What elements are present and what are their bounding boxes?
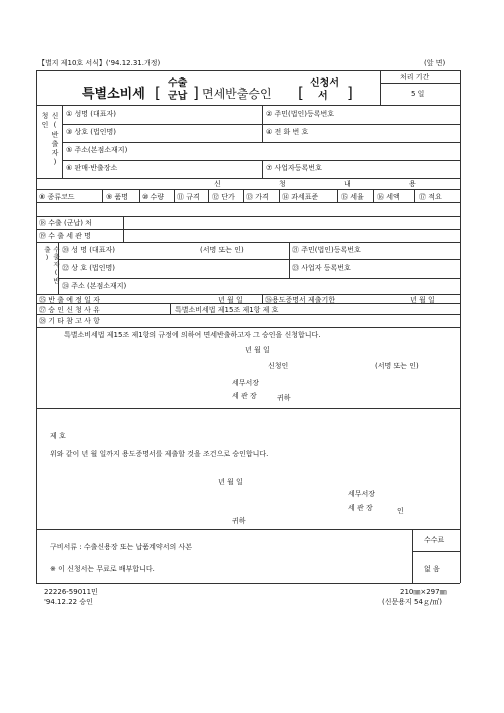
col-tax-amount: ⑯ 세액 [377, 193, 400, 201]
processing-period-value: 5 일 [411, 90, 425, 98]
exporter-biz-no-label: ㉓ 사업자 등록번호 [292, 264, 351, 272]
col-tax-base: ⑭ 과세표준 [282, 193, 319, 201]
exporter-address-label: ㉔ 주소 (본점소재지) [62, 282, 127, 290]
applicant-address-label: ⑤ 주소(본점소재지) [66, 146, 128, 154]
applicant-sign-label: 신청인 [268, 362, 289, 370]
applicant-biz-no-label: ⑦ 사업자등록번호 [266, 164, 322, 172]
reason-value: 특별소비세법 제15조 제1항 제 호 [175, 306, 279, 314]
statement-text: 특별소비세법 제15조 제1항의 규정에 의하여 면세반출하고자 그 승인을 신청합니다. [64, 331, 321, 339]
processing-period-label: 처리 기간 [400, 73, 430, 81]
statement-customs: 세 관 장 [232, 392, 257, 400]
exporter-resident-no-label: ㉑ 주민(법인)등록번호 [292, 246, 361, 254]
col-remarks: ⑰ 적요 [419, 193, 442, 201]
col-price: ⑬ 가격 [246, 193, 269, 201]
approval-tax-office: 세무서장 [348, 490, 376, 498]
approval-date: 년 월 일 [218, 478, 243, 486]
form-code: 22226-59011민 [44, 588, 98, 596]
deadline-value: 년 월 일 [410, 296, 435, 304]
statement-honorific: 귀하 [277, 394, 291, 402]
approval-stamp-date: '94.12.22 승인 [44, 598, 93, 606]
release-date-label: ㉕ 반 출 예 정 일 자 [39, 296, 100, 304]
applicant-company-label: ③ 상호 (법인명) [66, 128, 116, 136]
statement-tax-office: 세무서장 [232, 379, 260, 387]
approval-honorific: 귀하 [232, 517, 246, 525]
exporter-side-label: 수출자(반출) [43, 246, 60, 285]
applicant-side-label: 신(반출자)청인 [41, 112, 59, 168]
col-type-code: ⑧ 종류코드 [39, 193, 75, 201]
approval-text: 위와 같이 년 월 일까지 용도증명서를 제출할 것을 조건으로 승인합니다. [50, 450, 269, 458]
col-quantity: ⑩ 수량 [142, 193, 165, 201]
form-number: 【별지 제10호 서식】('94.12.31.개정) [38, 59, 161, 67]
export-place-label: ⑱ 수출 (군납) 처 [39, 219, 92, 227]
applicant-place-label: ⑥ 판매·반출장소 [66, 164, 118, 172]
fee-label: 수수료 [424, 536, 445, 544]
export-customs-label: ⑲ 수 출 세 관 명 [39, 232, 91, 240]
exporter-company-label: ㉒ 상 호 (법인명) [62, 264, 115, 272]
release-date-value: 년 월 일 [218, 296, 243, 304]
approval-customs: 세 관 장 [348, 504, 373, 512]
other-notes-label: ㉘ 기 타 참 고 사 항 [39, 317, 100, 325]
content-section-title: 신 청 내 용 [214, 180, 444, 188]
exporter-sign-label: (서명 또는 인) [200, 246, 244, 254]
col-item-name: ⑨ 품명 [106, 193, 129, 201]
col-unit-price: ⑫ 단가 [212, 193, 235, 201]
paper-size: 210㎜×297㎜ [400, 588, 447, 596]
exporter-name-label: ⑳ 성 명 (대표자) [62, 246, 115, 254]
applicant-phone-label: ④ 전 화 번 호 [266, 128, 309, 136]
applicant-resident-no-label: ② 주민(법인)등록번호 [266, 110, 335, 118]
approval-seal: 인 [397, 507, 404, 515]
col-tax-rate: ⑮ 세율 [341, 193, 364, 201]
approval-number: 제 호 [50, 432, 66, 440]
required-docs: 구비서류 : 수출신용장 또는 납품계약서의 사본 [50, 543, 192, 551]
col-spec: ⑪ 규격 [177, 193, 200, 201]
applicant-name-label: ① 성명 (대표자) [66, 110, 116, 118]
statement-date: 년 월 일 [245, 346, 270, 354]
reason-label: ㉗ 승 인 신 청 사 유 [39, 306, 100, 314]
page-side: (앞 면) [424, 59, 446, 67]
free-distribution-note: ※ 이 신청서는 무료로 배부합니다. [50, 565, 155, 573]
paper-type: (신문용지 54ｇ/㎡) [382, 598, 443, 606]
deadline-label: ㉖용도증명서 제출기한 [265, 296, 336, 304]
fee-value: 없 음 [424, 565, 440, 573]
applicant-sign-value: (서명 또는 인) [375, 362, 419, 370]
